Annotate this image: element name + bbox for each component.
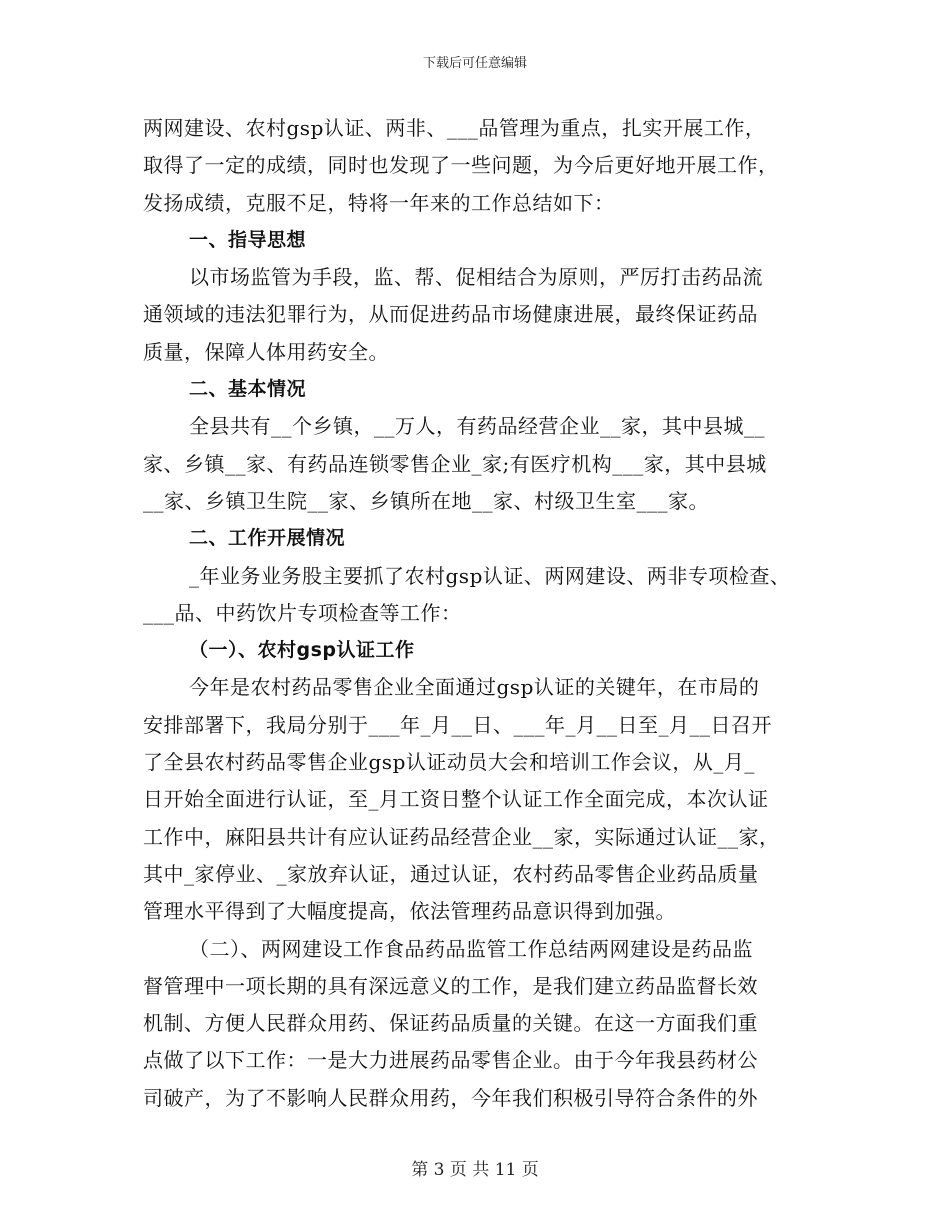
body-line: 机制、方便人民群众用药、保证药品质量的关键。在这一方面我们重: [143, 1011, 758, 1036]
subsection-heading-gsp: （一）、农村gsp认证工作: [189, 639, 415, 662]
section-heading-work-progress: 二、工作开展情况: [189, 527, 346, 550]
body-line: 管理水平得到了大幅度提高，依法管理药品意识得到加强。: [143, 899, 676, 924]
body-line: 通领域的违法犯罪行为，从而促进药品市场健康进展，最终保证药品: [143, 302, 758, 327]
section-heading-guiding-thought: 一、指导思想: [189, 228, 307, 251]
page-footer: 第 3 页 共 11 页: [411, 1160, 539, 1180]
body-line: 发扬成绩，克服不足，特将一年来的工作总结如下：: [143, 190, 615, 215]
body-line: 工作中，麻阳县共计有应认证药品经营企业__家，实际通过认证__家，: [143, 824, 780, 849]
body-line: （二）、两网建设工作食品药品监管工作总结两网建设是药品监: [189, 936, 753, 961]
body-line: 安排部署下，我局分别于___年_月__日、___年_月__日至_月__日召开: [143, 712, 772, 737]
body-line: 了全县农村药品零售企业gsp认证动员大会和培训工作会议，从_月_: [143, 750, 755, 775]
body-line: 家、乡镇__家、有药品连锁零售企业_家;有医疗机构___家，其中县城: [143, 451, 767, 476]
body-line: 质量，保障人体用药安全。: [143, 339, 389, 364]
body-line: 两网建设、农村gsp认证、两非、___品管理为重点，扎实开展工作，: [143, 116, 766, 140]
body-line: __家、乡镇卫生院__家、乡镇所在地__家、村级卫生室___家。: [143, 488, 709, 513]
body-line: 取得了一定的成绩，同时也发现了一些问题，为今后更好地开展工作，: [143, 153, 779, 178]
body-line: 今年是农村药品零售企业全面通过gsp认证的关键年，在市局的: [189, 675, 760, 700]
body-line: _年业务业务股主要抓了农村gsp认证、两网建设、两非专项检查、: [189, 563, 791, 588]
body-line: 督管理中一项长期的具有深远意义的工作，是我们建立药品监督长效: [143, 973, 758, 998]
body-line: ___品、中药饮片专项检查等工作：: [143, 600, 462, 625]
body-line: 其中_家停业、_家放弃认证，通过认证，农村药品零售企业药品质量: [143, 861, 759, 886]
body-line: 司破产，为了不影响人民群众用药，今年我们积极引导符合条件的外: [143, 1085, 758, 1110]
page-header: 下载后可任意编辑: [422, 56, 527, 71]
body-line: 全县共有__个乡镇，__万人，有药品经营企业__家，其中县城__: [189, 414, 765, 439]
body-line: 日开始全面进行认证，至_月工资日整个认证工作全面完成，本次认证: [143, 787, 769, 812]
body-line: 以市场监管为手段，监、帮、促相结合为原则，严厉打击药品流: [189, 265, 763, 290]
section-heading-basic-situation: 二、基本情况: [189, 378, 307, 401]
document-body: [143, 110, 803, 1117]
body-line: 点做了以下工作：一是大力进展药品零售企业。由于今年我县药材公: [143, 1048, 758, 1073]
